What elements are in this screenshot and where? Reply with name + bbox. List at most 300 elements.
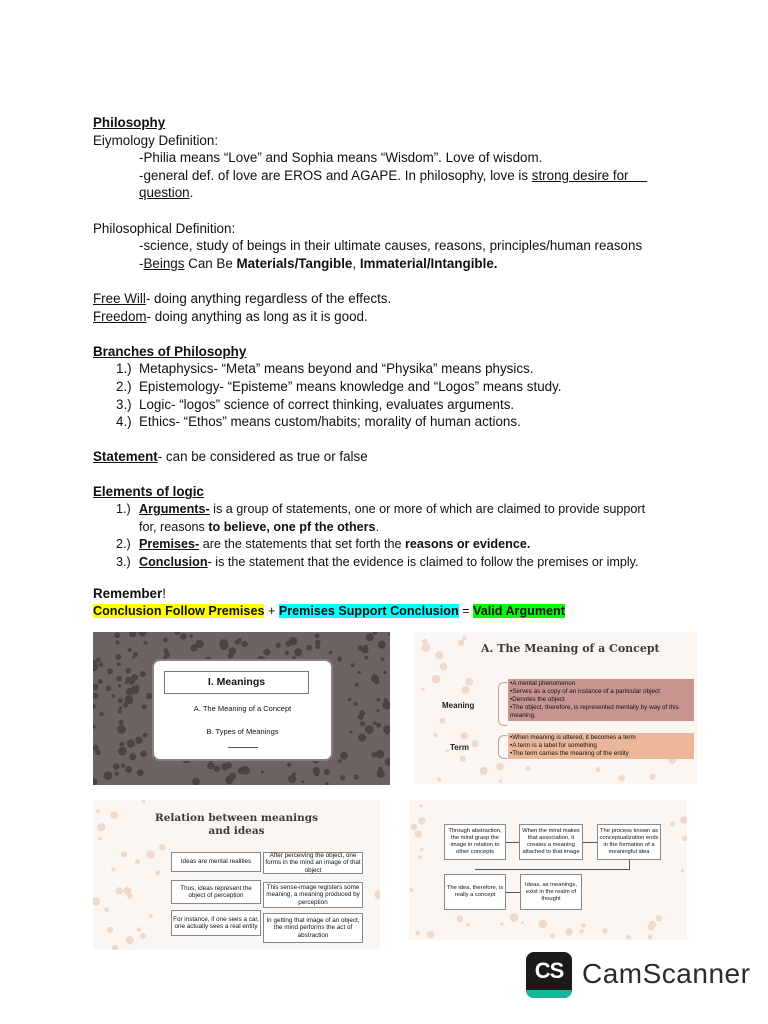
- decor-dot: [337, 657, 342, 662]
- freedom-def: - doing anything as long as it is good.: [146, 308, 368, 324]
- slide-meaning-of-concept: [414, 632, 697, 784]
- decor-dot: [565, 928, 573, 936]
- decor-dot: [228, 763, 232, 767]
- decor-dot: [472, 740, 479, 747]
- equation-line: [93, 603, 693, 621]
- decor-dot: [261, 770, 264, 773]
- decor-dot: [376, 698, 380, 702]
- box-text: The process known as conceptualization ends in the formation of a meaningful idea: [599, 828, 659, 855]
- decor-dot: [422, 643, 431, 652]
- list-item: • Denotes the object: [510, 696, 692, 704]
- philosophical-line-1: -science, study of beings in their ultimate causes, reasons, principles/human reasons: [139, 238, 643, 254]
- exclamation: !: [162, 586, 166, 602]
- etymology-question: question: [139, 185, 190, 201]
- decor-dot: [123, 887, 131, 895]
- decor-dot: [288, 775, 296, 783]
- decor-dot: [190, 644, 197, 651]
- plus-sign: +: [264, 604, 279, 619]
- decor-dot: [435, 651, 443, 659]
- etymology-label: Eiymology Definition:: [93, 132, 219, 148]
- decor-dot: [139, 632, 147, 637]
- box-text: After perceiving the object, one forms in the mind an image of that object: [265, 851, 361, 874]
- slide-meanings: [93, 632, 390, 785]
- decor-dot: [358, 714, 364, 720]
- slide-title: [93, 812, 380, 838]
- decor-dot: [460, 756, 466, 762]
- box-text: Ideas, as meanings, exist in the realm of thought: [525, 881, 577, 902]
- decor-dot: [143, 733, 148, 738]
- decor-dot: [207, 762, 214, 769]
- beings-term: Beings: [143, 255, 185, 271]
- list-item: [116, 501, 693, 519]
- decor-dot: [106, 686, 112, 692]
- list-text: Metaphysics- “Meta” means beyond and “Physika” means physics.: [139, 361, 534, 377]
- decor-dot: [409, 888, 413, 892]
- decor-dot: [294, 648, 302, 656]
- list-text: for, reasons: [139, 519, 209, 534]
- decor-dot: [114, 632, 120, 638]
- decor-dot: [128, 648, 132, 652]
- decor-dot: [93, 897, 100, 905]
- decor-dot: [579, 929, 584, 934]
- decor-dot: [340, 752, 348, 760]
- decor-dot: [376, 709, 379, 712]
- decor-dot: [378, 641, 386, 649]
- flow-box: [520, 874, 582, 910]
- decor-dot: [241, 641, 248, 648]
- period: .: [375, 519, 380, 534]
- decor-dot: [371, 674, 379, 682]
- decor-dot: [388, 633, 390, 636]
- list-text: Logic- “logos” science of correct thinking, evaluates arguments.: [139, 396, 515, 412]
- decor-dot: [133, 652, 138, 657]
- decor-dot: [190, 635, 193, 638]
- flow-box: [444, 824, 506, 860]
- list-item: • The object, therefore, is represented mentally by way of this meaning.: [510, 704, 692, 720]
- decor-dot: [365, 725, 374, 734]
- decor-dot: [164, 652, 170, 658]
- decor-dot: [440, 663, 448, 671]
- decor-dot: [118, 709, 122, 713]
- decor-dot: [119, 706, 122, 709]
- decor-dot: [602, 928, 608, 934]
- brace: [498, 735, 507, 759]
- idea-box: [171, 910, 261, 936]
- decor-dot: [440, 718, 446, 724]
- comma: ,: [352, 255, 360, 271]
- slide-item-a: A. The Meaning of a Concept: [193, 704, 292, 713]
- decor-dot: [329, 651, 333, 655]
- decor-dot: [358, 734, 366, 742]
- decor-dot: [135, 737, 142, 744]
- decor-dot: [142, 704, 147, 709]
- decor-dot: [499, 779, 502, 782]
- list-text: - is the statement that the evidence is claimed to follow the premises or imply.: [207, 554, 639, 569]
- decor-dot: [510, 913, 519, 922]
- slide-title-line-2: and ideas: [208, 825, 265, 837]
- notes-document: [93, 114, 693, 621]
- decor-dot: [458, 640, 465, 647]
- logo-accent-bar: [526, 990, 572, 998]
- list-item: [116, 378, 693, 396]
- decor-dot: [121, 852, 127, 858]
- list-number: 3.): [116, 554, 131, 569]
- decor-dot: [648, 924, 655, 931]
- arrow: [583, 842, 597, 843]
- decor-dot: [142, 800, 146, 803]
- decor-dot: [117, 725, 126, 734]
- list-number: 2.): [116, 537, 131, 552]
- decor-dot: [229, 773, 236, 780]
- freedom-line: [93, 308, 693, 326]
- decor-dot: [140, 671, 146, 677]
- list-text: are the statements that set forth the: [199, 537, 406, 552]
- decor-dot: [104, 771, 113, 780]
- term-box: [508, 733, 694, 759]
- etymology-line-2: [93, 167, 693, 185]
- decor-dot: [619, 775, 625, 781]
- list-number: 2.): [116, 378, 132, 394]
- box-text: The idea, therefore, is really a concept: [446, 885, 504, 898]
- flow-box: [597, 824, 661, 860]
- decor-dot: [221, 763, 228, 770]
- decor-dot: [681, 869, 684, 872]
- decor-dot: [285, 651, 289, 655]
- arrow: [506, 892, 520, 893]
- decor-dot: [98, 679, 103, 684]
- decor-dot: [353, 702, 357, 706]
- decor-dot: [192, 778, 200, 785]
- decor-dot: [117, 662, 121, 666]
- decor-dot: [385, 758, 390, 766]
- slide-title: I. Meanings: [164, 671, 309, 694]
- decor-dot: [107, 668, 113, 674]
- decor-dot: [93, 778, 98, 785]
- statement-line: [93, 448, 693, 466]
- can-be-text: Can Be: [184, 255, 237, 271]
- free-will-term: Free Will: [93, 290, 146, 306]
- camscanner-logo: [526, 952, 572, 998]
- decor-dot: [360, 721, 365, 726]
- box-text: Through abstraction, the mind grasp the image in relation to other concepts: [448, 828, 502, 855]
- decor-dot: [581, 923, 586, 928]
- decor-dot: [596, 767, 601, 772]
- decor-dot: [432, 675, 441, 684]
- list-item: • The term carries the meaning of the entity: [510, 750, 692, 758]
- decor-dot: [433, 733, 437, 737]
- decor-dot: [126, 668, 132, 674]
- flow-box: [519, 824, 583, 860]
- decor-dot: [301, 780, 304, 783]
- decor-dot: [116, 887, 123, 894]
- decor-dot: [538, 920, 547, 929]
- decor-dot: [421, 688, 424, 691]
- decor-dot: [650, 774, 656, 780]
- etymology-period: .: [189, 185, 194, 201]
- branches-heading: Branches of Philosophy: [93, 343, 247, 359]
- decor-dot: [155, 870, 160, 875]
- decor-dot: [93, 663, 98, 672]
- decor-dot: [93, 684, 98, 691]
- decor-dot: [656, 915, 662, 921]
- decor-dot: [219, 639, 228, 648]
- decor-dot: [313, 767, 320, 774]
- decor-dot: [364, 656, 368, 660]
- list-number: 1.): [116, 361, 132, 377]
- decor-dot: [174, 632, 180, 635]
- decor-dot: [113, 763, 120, 770]
- elements-heading: Elements of logic: [93, 484, 204, 500]
- decor-dot: [315, 633, 320, 638]
- decor-dot: [315, 640, 320, 645]
- list-item: • Serves as a copy of an instance of a particular object: [510, 688, 692, 696]
- decor-dot: [325, 782, 329, 785]
- decor-dot: [93, 704, 96, 710]
- decor-dot: [373, 632, 378, 635]
- etymology-line-3: [93, 184, 693, 202]
- box-text: For instance, if one sees a car, one actually sees a real entity: [173, 915, 259, 930]
- decor-dot: [120, 742, 125, 747]
- decor-dot: [462, 636, 466, 640]
- decor-dot: [465, 678, 473, 686]
- decor-dot: [418, 855, 422, 859]
- decor-dot: [338, 759, 342, 763]
- decor-dot: [93, 693, 98, 699]
- idea-box: [263, 882, 363, 908]
- remember-line: [93, 585, 693, 603]
- decor-dot: [112, 694, 116, 698]
- decor-dot: [118, 698, 123, 703]
- decor-dot: [107, 927, 113, 933]
- decor-dot: [131, 674, 138, 681]
- decor-dot: [376, 750, 385, 759]
- decor-dot: [466, 923, 470, 927]
- decor-dot: [135, 685, 140, 690]
- decor-dot: [461, 732, 468, 739]
- decor-dot: [123, 702, 128, 707]
- decor-dot: [149, 914, 153, 918]
- decor-dot: [377, 770, 385, 778]
- decor-dot: [118, 684, 121, 687]
- decor-dot: [626, 935, 631, 940]
- etymology-underlined: strong desire for: [531, 167, 629, 183]
- decor-dot: [385, 731, 389, 735]
- slide-title: A. The Meaning of a Concept: [481, 642, 660, 655]
- dot-pattern: [409, 800, 687, 940]
- highlight-valid-argument: Valid Argument: [473, 604, 565, 619]
- intangible-text: Immaterial/Intangible.: [359, 255, 498, 271]
- decor-dot: [411, 824, 418, 831]
- idea-box: [171, 880, 261, 904]
- logo-text: CS: [534, 958, 564, 983]
- decor-dot: [350, 731, 353, 734]
- decor-dot: [263, 649, 270, 656]
- philosophical-line-2: [93, 255, 693, 273]
- decor-dot: [125, 766, 132, 773]
- decor-dot: [163, 637, 168, 642]
- slide-card: [152, 659, 333, 761]
- flow-box: [444, 874, 506, 910]
- arguments-term: Arguments-: [139, 502, 210, 517]
- decor-dot: [119, 720, 124, 725]
- idea-box: [171, 852, 261, 872]
- term-label: Term: [450, 743, 469, 752]
- philosophical-label: Philosophical Definition:: [93, 220, 236, 236]
- branches-list: [93, 360, 693, 430]
- decor-dot: [500, 923, 503, 926]
- decor-dot: [437, 777, 441, 781]
- decor-dot: [550, 933, 555, 938]
- decor-dot: [159, 844, 165, 850]
- philosophy-heading: Philosophy: [93, 115, 166, 130]
- decor-dot: [374, 890, 380, 899]
- decor-dot: [116, 676, 122, 682]
- slide-abstraction-flow: [409, 800, 687, 940]
- decor-dot: [111, 867, 115, 871]
- decor-dot: [358, 671, 361, 674]
- decor-dot: [418, 817, 425, 824]
- decor-dot: [521, 921, 524, 924]
- decor-dot: [376, 723, 381, 728]
- decor-dot: [354, 774, 359, 779]
- premises-term: Premises-: [139, 537, 200, 552]
- box-text: Thus, ideas represent the object of perception: [180, 884, 252, 899]
- decor-dot: [361, 646, 368, 653]
- decor-dot: [129, 632, 136, 638]
- etymology-line-2-text: -general def. of love are EROS and AGAPE. In philosophy, love is: [139, 167, 532, 183]
- decor-dot: [235, 640, 239, 644]
- decor-dot: [427, 931, 435, 939]
- camscanner-wordmark: CamScanner: [582, 958, 751, 989]
- highlight-conclusion-follows: Conclusion Follow Premises: [93, 604, 265, 619]
- decor-dot: [381, 657, 385, 661]
- decor-dot: [306, 645, 312, 651]
- decor-dot: [670, 821, 675, 826]
- list-item: [116, 413, 693, 431]
- decor-dot: [420, 848, 424, 852]
- decor-dot: [96, 752, 99, 755]
- decor-dot: [99, 662, 104, 667]
- decor-dot: [480, 767, 488, 775]
- decor-dot: [351, 663, 355, 667]
- free-will-def: - doing anything regardless of the effects.: [145, 290, 392, 306]
- decor-dot: [115, 772, 119, 776]
- bold-text: to believe, one pf the others: [208, 519, 376, 534]
- statement-term: Statement: [93, 449, 158, 465]
- underline-filler: [629, 168, 648, 183]
- decor-dot: [135, 859, 140, 864]
- decor-dot: [415, 931, 420, 936]
- box-text: When the mind makes that association, it creates a meaning attached to that image: [522, 828, 580, 855]
- decor-dot: [648, 935, 653, 940]
- dash: -: [139, 255, 144, 271]
- list-text: is a group of statements, one or more of which are claimed to provide support: [209, 502, 646, 517]
- decor-dot: [104, 907, 109, 912]
- decor-dot: [348, 698, 352, 702]
- box-text: In getting that image of an object, the mind performs the act of abstraction: [266, 916, 360, 939]
- list-text: Ethics- “Ethos” means custom/habits; morality of human actions.: [139, 414, 521, 430]
- decor-dot: [241, 766, 250, 775]
- etymology-line-1: -Philia means “Love” and Sophia means “Wisdom”. Love of wisdom.: [139, 150, 543, 166]
- slide-item-b: B. Types of Meanings: [206, 727, 279, 736]
- decor-dot: [140, 751, 146, 757]
- decor-dot: [457, 916, 464, 923]
- decor-dot: [144, 641, 148, 645]
- decor-dot: [525, 766, 530, 771]
- tangible-text: Materials/Tangible: [236, 255, 353, 271]
- list-number: 3.): [116, 396, 132, 412]
- decor-dot: [129, 753, 136, 760]
- decor-dot: [121, 764, 125, 768]
- slide-relation-meanings-ideas: [93, 800, 380, 950]
- statement-def: - can be considered as true or false: [157, 449, 368, 465]
- arrow: [475, 869, 630, 870]
- idea-box: [263, 913, 363, 943]
- decor-dot: [415, 831, 422, 838]
- box-text: Ideas are mental realities: [180, 858, 252, 866]
- free-will-line: [93, 290, 693, 308]
- decor-dot: [146, 851, 154, 859]
- decor-dot: [383, 671, 386, 674]
- decor-dot: [420, 804, 423, 807]
- arrow: [506, 842, 519, 843]
- divider: [228, 747, 258, 748]
- decor-dot: [382, 701, 390, 710]
- conclusion-term: Conclusion: [139, 554, 208, 569]
- brace: [498, 682, 507, 726]
- decor-dot: [116, 640, 120, 644]
- decor-dot: [126, 677, 132, 683]
- remember-label: Remember: [93, 586, 163, 602]
- decor-dot: [292, 772, 296, 776]
- decor-dot: [373, 721, 377, 725]
- decor-dot: [324, 769, 330, 775]
- decor-dot: [137, 769, 144, 776]
- list-item: [116, 554, 693, 572]
- decor-dot: [93, 725, 96, 729]
- decor-dot: [127, 739, 135, 747]
- decor-dot: [446, 749, 449, 752]
- box-text: This sense-image registers some meaning, a meaning produced by perception: [266, 883, 360, 906]
- decor-dot: [115, 654, 121, 660]
- decor-dot: [496, 763, 504, 771]
- meaning-label: Meaning: [442, 701, 475, 710]
- equals-sign: =: [458, 604, 474, 619]
- decor-dot: [680, 816, 687, 824]
- list-item: • A mental phenomenon: [510, 680, 692, 688]
- decor-dot: [340, 775, 345, 780]
- decor-dot: [180, 633, 187, 640]
- list-item: [116, 536, 693, 554]
- list-item: • A term is a label for something: [510, 742, 692, 750]
- bold-text: reasons or evidence.: [405, 537, 531, 552]
- list-number: 1.): [116, 502, 131, 517]
- decor-dot: [378, 767, 382, 771]
- decor-dot: [287, 763, 291, 767]
- list-number: 4.): [116, 414, 132, 430]
- list-item-continuation: [116, 519, 693, 537]
- decor-dot: [366, 633, 374, 641]
- freedom-term: Freedom: [93, 308, 147, 324]
- decor-dot: [355, 683, 359, 687]
- decor-dot: [682, 836, 687, 842]
- decor-dot: [462, 686, 470, 694]
- list-text: Epistemology- “Episteme” means knowledge and “Logos” means study.: [139, 378, 562, 394]
- decor-dot: [137, 927, 142, 932]
- highlight-premises-support: Premises Support Conclusion: [278, 604, 459, 619]
- meaning-box: [508, 679, 694, 721]
- decor-dot: [140, 933, 146, 939]
